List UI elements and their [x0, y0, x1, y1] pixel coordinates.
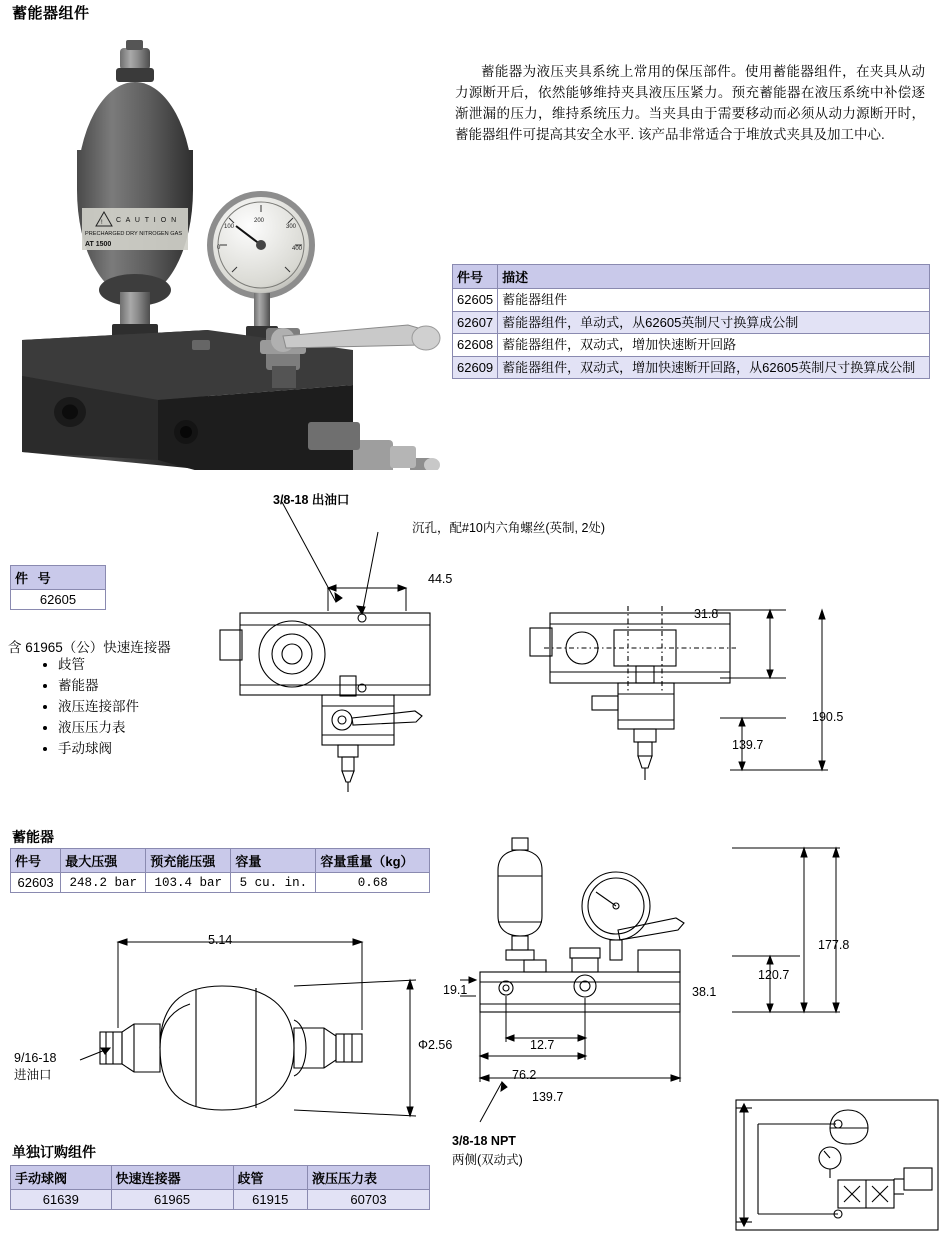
svg-text:PRECHARGED DRY NITROGEN GAS: PRECHARGED DRY NITROGEN GAS [85, 231, 183, 237]
cell-capacity: 5 cu. in. [231, 873, 316, 893]
callout-inlet [14, 1050, 56, 1084]
dim-190-5: 190.5 [812, 710, 844, 724]
cell-part-number: 62605 [453, 289, 498, 312]
order-separately-heading: 单独订购组件 [12, 1144, 96, 1160]
cell-part-number: 62603 [11, 873, 61, 893]
cell-description: 蓄能器组件，双动式，增加快速断开回路 [498, 334, 930, 357]
col-weight: 容量重量（kg） [316, 849, 430, 873]
cell-part-number: 62607 [453, 311, 498, 334]
col-quick-coupler: 快速连接器 [111, 1166, 233, 1190]
svg-text:0: 0 [217, 245, 221, 251]
table-row [11, 1190, 430, 1210]
intro-paragraph: 蓄能器为液压夹具系统上常用的保压部件。使用蓄能器组件，在夹具从动力源断开后，依然能够维持夹具液压压紧力。预充蓄能器在液压系统中补偿逐渐泄漏的压力，维持系统压力。当夹具由于需要移动而必须从动力源断开时，蓄能器组件可提高其安全水平. 该产品非常适合于堆放式夹具及加工中心. [455, 64, 925, 142]
dim-31-8: 31.8 [694, 607, 719, 621]
list-item: • 蓄能器 [58, 676, 139, 697]
kit-header: 件 号 [11, 566, 106, 590]
col-pressure-gauge: 液压压力表 [307, 1166, 429, 1190]
table-header-row [453, 265, 930, 289]
col-max-pressure: 最大压强 [61, 849, 146, 873]
table-row [453, 289, 930, 312]
dim-diameter: Φ2.56 [418, 1038, 453, 1052]
cell-manifold: 61915 [233, 1190, 307, 1210]
table-header-row [11, 1166, 430, 1190]
drawing-hydraulic-schematic [718, 1094, 946, 1239]
table-row [453, 356, 930, 379]
callout-counterbore: 沉孔，配#10内六角螺丝(英制, 2处) [412, 521, 606, 535]
kit-contents-list [40, 655, 139, 760]
dim-5-14: 5.14 [208, 933, 233, 947]
order-separately-table [10, 1165, 430, 1210]
callout-npt-sub: 两侧(双动式) [452, 1153, 523, 1167]
drawing-accumulator [10, 920, 453, 1140]
svg-text:200: 200 [254, 218, 265, 224]
col-capacity: 容量 [231, 849, 316, 873]
svg-text:100: 100 [224, 224, 235, 230]
table-row [11, 873, 430, 893]
callout-inlet-thread: 9/16-18 [14, 1051, 57, 1065]
dim-12-7: 12.7 [530, 1038, 555, 1052]
kit-part-table [10, 565, 106, 610]
table-row [453, 311, 930, 334]
callout-outlet: 3/8-18 出油口 [273, 493, 350, 507]
svg-text:!: ! [101, 220, 103, 226]
cell-part-number: 62609 [453, 356, 498, 379]
table-header-row [11, 849, 430, 873]
cell-precharge-pressure: 103.4 bar [146, 873, 231, 893]
parts-table [452, 264, 930, 379]
col-precharge-pressure: 预充能压强 [146, 849, 231, 873]
svg-text:C A U T I O N: C A U T I O N [116, 217, 178, 224]
col-description: 描述 [498, 265, 930, 289]
cell-description: 蓄能器组件，双动式，增加快速断开回路，从62605英制尺寸换算成公制 [498, 356, 930, 379]
col-ball-valve: 手动球阀 [11, 1166, 112, 1190]
callout-inlet-label: 进油口 [14, 1067, 52, 1082]
accumulator-heading: 蓄能器 [12, 829, 54, 845]
cell-part-number: 62608 [453, 334, 498, 357]
cell-description: 蓄能器组件，单动式，从62605英制尺寸换算成公制 [498, 311, 930, 334]
cell-quick-coupler: 61965 [111, 1190, 233, 1210]
cell-max-pressure: 248.2 bar [61, 873, 146, 893]
svg-text:AT 1500: AT 1500 [85, 241, 112, 248]
cell-ball-valve: 61639 [11, 1190, 112, 1210]
dim-19-1: 19.1 [443, 983, 468, 997]
dim-38-1: 38.1 [692, 985, 717, 999]
list-item: • 液压连接部件 [58, 697, 139, 718]
col-part-number: 件号 [11, 849, 61, 873]
kit-part-number: 62605 [11, 590, 106, 610]
dim-120-7: 120.7 [758, 968, 790, 982]
product-photo [8, 40, 448, 470]
cell-description: 蓄能器组件 [498, 289, 930, 312]
dim-139-7-lower: 139.7 [532, 1090, 564, 1104]
dim-44-5: 44.5 [428, 572, 453, 586]
callout-npt: 3/8-18 NPT [452, 1134, 516, 1148]
svg-text:400: 400 [292, 246, 303, 252]
dim-76-2: 76.2 [512, 1068, 537, 1082]
cell-weight: 0.68 [316, 873, 430, 893]
col-manifold: 歧管 [233, 1166, 307, 1190]
table-row [453, 334, 930, 357]
list-item: • 手动球阀 [58, 739, 139, 760]
list-item: • 液压压力表 [58, 718, 139, 739]
dim-139-7: 139.7 [732, 738, 764, 752]
cell-pressure-gauge: 60703 [307, 1190, 429, 1210]
kit-note: 含 61965（公）快速连接器 [8, 640, 171, 655]
page-title: 蓄能器组件 [12, 5, 90, 22]
list-item: • 歧管 [58, 655, 139, 676]
svg-text:300: 300 [286, 224, 297, 230]
dim-177-8: 177.8 [818, 938, 850, 952]
col-part-number: 件号 [453, 265, 498, 289]
accumulator-table [10, 848, 430, 893]
